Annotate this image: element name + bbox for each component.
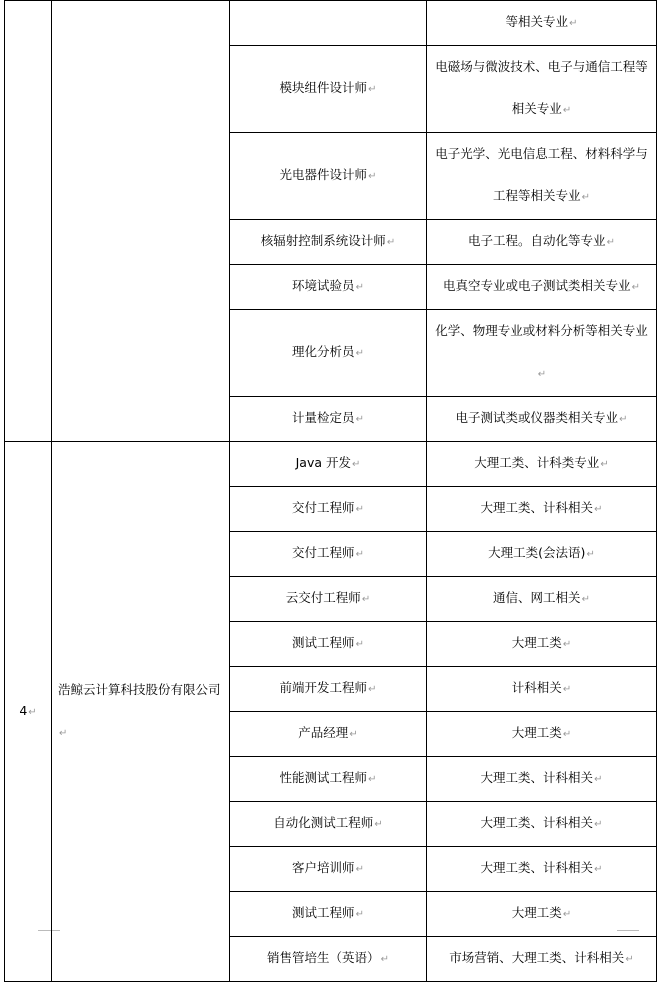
paragraph-mark-icon: ↵ (594, 504, 603, 515)
major-cell (427, 442, 657, 487)
major-cell-text: 电子测试类或仪器类相关专业 (455, 410, 619, 425)
position-cell-text: 光电器件设计师 (279, 167, 368, 182)
paragraph-mark-icon: ↵ (374, 819, 383, 830)
paragraph-mark-icon: ↵ (349, 729, 358, 740)
major-cell-text: 计科相关 (511, 680, 562, 695)
paragraph-mark-icon: ↵ (355, 348, 364, 359)
position-cell-text: 性能测试工程师 (279, 770, 368, 785)
major-cell-text: 大理工类、计科相关 (480, 815, 594, 830)
major-cell-text: 通信、网工相关 (493, 590, 581, 605)
position-cell (230, 133, 427, 220)
paragraph-mark-icon: ↵ (28, 706, 37, 718)
paragraph-mark-icon: ↵ (355, 864, 364, 875)
company-index-cell (5, 1, 52, 442)
paragraph-mark-icon: ↵ (386, 237, 396, 248)
major-cell (427, 847, 657, 892)
position-cell-text: 产品经理 (298, 725, 349, 740)
major-cell-text: 电子工程。自动化等专业 (468, 233, 606, 248)
position-cell-text: 环境试验员 (292, 278, 355, 293)
position-cell (230, 220, 427, 265)
major-cell (427, 532, 657, 577)
major-cell-text: 等相关专业 (505, 14, 569, 29)
major-cell-text: 大理工类、计科相关 (480, 770, 594, 785)
position-cell-text: 核辐射控制系统设计师 (260, 233, 386, 248)
paragraph-mark-icon: ↵ (355, 414, 364, 425)
position-cell-text: 交付工程师 (292, 545, 355, 560)
major-cell (427, 133, 657, 220)
position-cell (230, 937, 427, 982)
paragraph-mark-icon: ↵ (355, 549, 364, 560)
major-cell-text: 电磁场与微波技术、电子与通信工程等相关专业 (435, 59, 648, 116)
paragraph-mark-icon: ↵ (368, 684, 377, 695)
paragraph-mark-icon: ↵ (562, 639, 572, 650)
major-cell (427, 220, 657, 265)
position-cell-text: 前端开发工程师 (279, 680, 368, 695)
position-cell (230, 622, 427, 667)
company-index-cell (5, 442, 52, 982)
table-row (5, 1, 657, 46)
paragraph-mark-icon: ↵ (586, 549, 595, 560)
paragraph-mark-icon: ↵ (537, 369, 547, 380)
major-cell (427, 265, 657, 310)
position-cell (230, 310, 427, 397)
major-cell-text: 大理工类 (511, 905, 562, 920)
major-cell (427, 622, 657, 667)
company-name-cell (52, 442, 230, 982)
paragraph-mark-icon: ↵ (562, 909, 572, 920)
table-row (5, 442, 657, 487)
paragraph-mark-icon: ↵ (600, 459, 609, 470)
paragraph-mark-icon: ↵ (631, 282, 640, 293)
paragraph-mark-icon: ↵ (594, 774, 603, 785)
paragraph-mark-icon: ↵ (352, 459, 361, 470)
position-cell (230, 1, 427, 46)
position-cell (230, 847, 427, 892)
position-cell (230, 487, 427, 532)
recruitment-table-body (5, 1, 657, 982)
paragraph-mark-icon: ↵ (581, 192, 590, 203)
company-name-cell (52, 1, 230, 442)
position-cell-text: 计量检定员 (292, 410, 355, 425)
paragraph-mark-icon: ↵ (562, 729, 572, 740)
paragraph-mark-icon: ↵ (355, 909, 364, 920)
major-cell (427, 310, 657, 397)
major-cell (427, 577, 657, 622)
major-cell (427, 397, 657, 442)
position-cell-text: 测试工程师 (292, 905, 355, 920)
paragraph-mark-icon: ↵ (380, 954, 389, 965)
major-cell-text: 电真空专业或电子测试类相关专业 (443, 278, 631, 293)
major-cell (427, 487, 657, 532)
position-cell-text: 客户培训师 (292, 860, 355, 875)
major-cell-text: 电子光学、光电信息工程、材料科学与工程等相关专业 (435, 146, 648, 203)
position-cell-text: 模块组件设计师 (279, 80, 368, 95)
recruitment-table (4, 0, 657, 982)
position-cell (230, 757, 427, 802)
position-cell-text: 交付工程师 (292, 500, 355, 515)
paragraph-mark-icon: ↵ (355, 282, 364, 293)
major-cell-text: 大理工类、计科类专业 (474, 455, 600, 470)
paragraph-mark-icon: ↵ (594, 864, 603, 875)
major-cell (427, 46, 657, 133)
position-cell (230, 892, 427, 937)
major-cell (427, 1, 657, 46)
paragraph-mark-icon: ↵ (562, 105, 572, 116)
major-cell-text: 化学、物理专业或材料分析等相关专业 (435, 323, 648, 338)
paragraph-mark-icon: ↵ (606, 237, 615, 248)
major-cell-text: 大理工类(会法语) (488, 545, 586, 560)
paragraph-mark-icon: ↵ (625, 954, 634, 965)
position-cell (230, 577, 427, 622)
position-cell (230, 397, 427, 442)
major-cell-text: 大理工类、计科相关 (480, 860, 594, 875)
company-name-cell-text: 浩鲸云计算科技股份有限公司 (58, 681, 221, 697)
paragraph-mark-icon: ↵ (355, 504, 364, 515)
paragraph-mark-icon: ↵ (562, 684, 572, 695)
position-cell (230, 667, 427, 712)
position-cell (230, 442, 427, 487)
paragraph-mark-icon: ↵ (569, 18, 578, 29)
company-index-cell-text: 4 (19, 702, 28, 718)
paragraph-mark-icon: ↵ (361, 594, 371, 605)
paragraph-mark-icon: ↵ (355, 639, 364, 650)
major-cell (427, 667, 657, 712)
major-cell (427, 757, 657, 802)
paragraph-mark-icon: ↵ (581, 594, 590, 605)
position-cell-text: Java 开发 (295, 455, 351, 470)
major-cell (427, 937, 657, 982)
paragraph-mark-icon: ↵ (368, 84, 377, 95)
position-cell-text: 云交付工程师 (285, 590, 361, 605)
paragraph-mark-icon: ↵ (619, 414, 628, 425)
position-cell (230, 712, 427, 757)
position-cell (230, 46, 427, 133)
position-cell-text: 测试工程师 (292, 635, 355, 650)
major-cell-text: 大理工类 (511, 725, 562, 740)
position-cell (230, 532, 427, 577)
major-cell (427, 802, 657, 847)
position-cell-text: 销售管培生（英语） (267, 950, 380, 965)
paragraph-mark-icon: ↵ (594, 819, 603, 830)
major-cell (427, 892, 657, 937)
major-cell-text: 大理工类 (511, 635, 562, 650)
paragraph-mark-icon: ↵ (368, 774, 377, 785)
position-cell (230, 265, 427, 310)
major-cell (427, 712, 657, 757)
position-cell-text: 自动化测试工程师 (273, 815, 374, 830)
position-cell-text: 理化分析员 (292, 344, 355, 359)
major-cell-text: 大理工类、计科相关 (480, 500, 594, 515)
position-cell (230, 802, 427, 847)
paragraph-mark-icon: ↵ (368, 171, 377, 182)
paragraph-mark-icon: ↵ (59, 727, 68, 739)
major-cell-text: 市场营销、大理工类、计科相关 (449, 950, 625, 965)
